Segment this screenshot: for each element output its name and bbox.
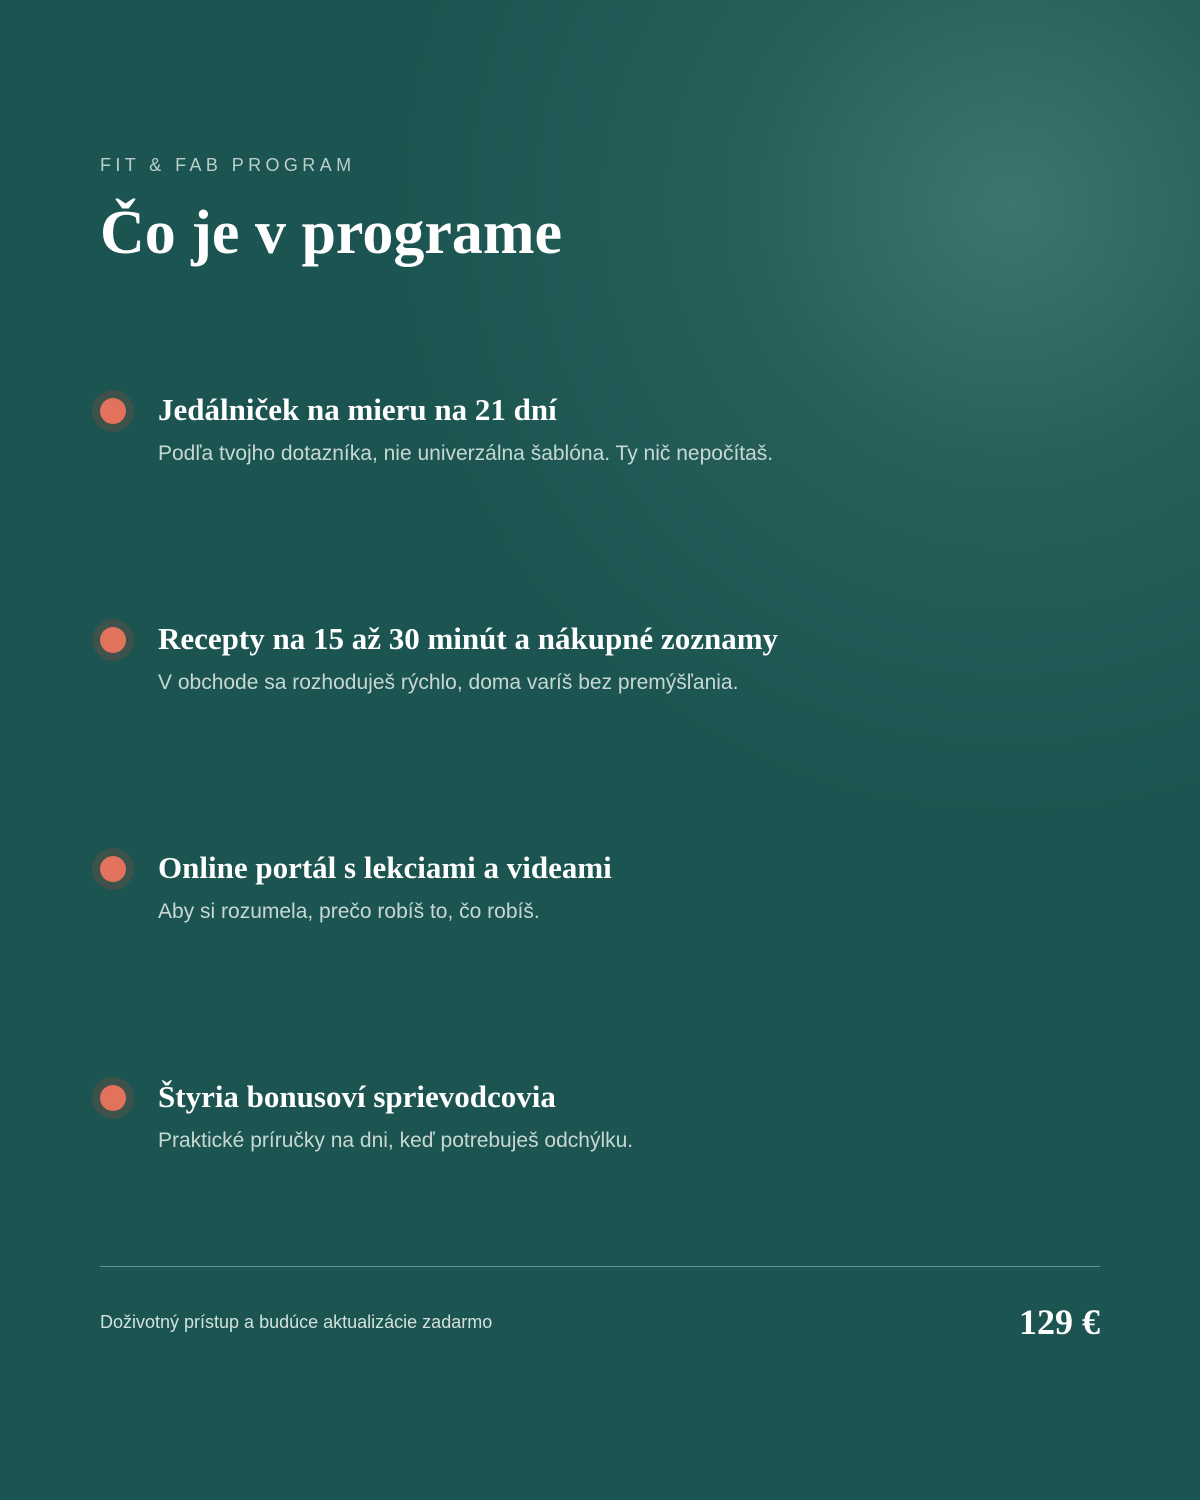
page-title: Čo je v programe (100, 199, 563, 267)
feature-description: V obchode sa rozhoduješ rýchlo, doma varíš bez premýšľania. (158, 671, 739, 694)
bullet-dot-icon (92, 390, 134, 432)
lifetime-access-note: Doživotný prístup a budúce aktualizácie zadarmo (100, 1312, 493, 1332)
feature-item-meal-plan (0, 390, 1200, 490)
bullet-dot-icon (92, 1077, 134, 1119)
feature-title: Recepty na 15 až 30 minút a nákupné zoznamy (158, 621, 779, 656)
bullet-dot-icon (92, 619, 134, 661)
feature-description: Praktické príručky na dni, keď potrebuješ odchýlku. (158, 1129, 634, 1152)
feature-description: Aby si rozumela, prečo robíš to, čo robíš. (158, 900, 540, 923)
feature-description: Podľa tvojho dotazníka, nie univerzálna šablóna. Ty nič nepočítaš. (158, 442, 774, 465)
program-eyebrow: FIT & FAB PROGRAM (100, 155, 356, 175)
feature-title: Online portál s lekciami a videami (158, 850, 612, 885)
footer-divider (100, 1266, 1100, 1267)
feature-title: Štyria bonusoví sprievodcovia (158, 1079, 556, 1114)
feature-item-online-portal (0, 848, 1200, 948)
feature-title: Jedálniček na mieru na 21 dní (158, 392, 557, 427)
price-label: 129 € (1019, 1302, 1100, 1342)
bullet-dot-icon (92, 848, 134, 890)
feature-item-bonus-guides (0, 1077, 1200, 1177)
feature-item-recipes (0, 619, 1200, 719)
